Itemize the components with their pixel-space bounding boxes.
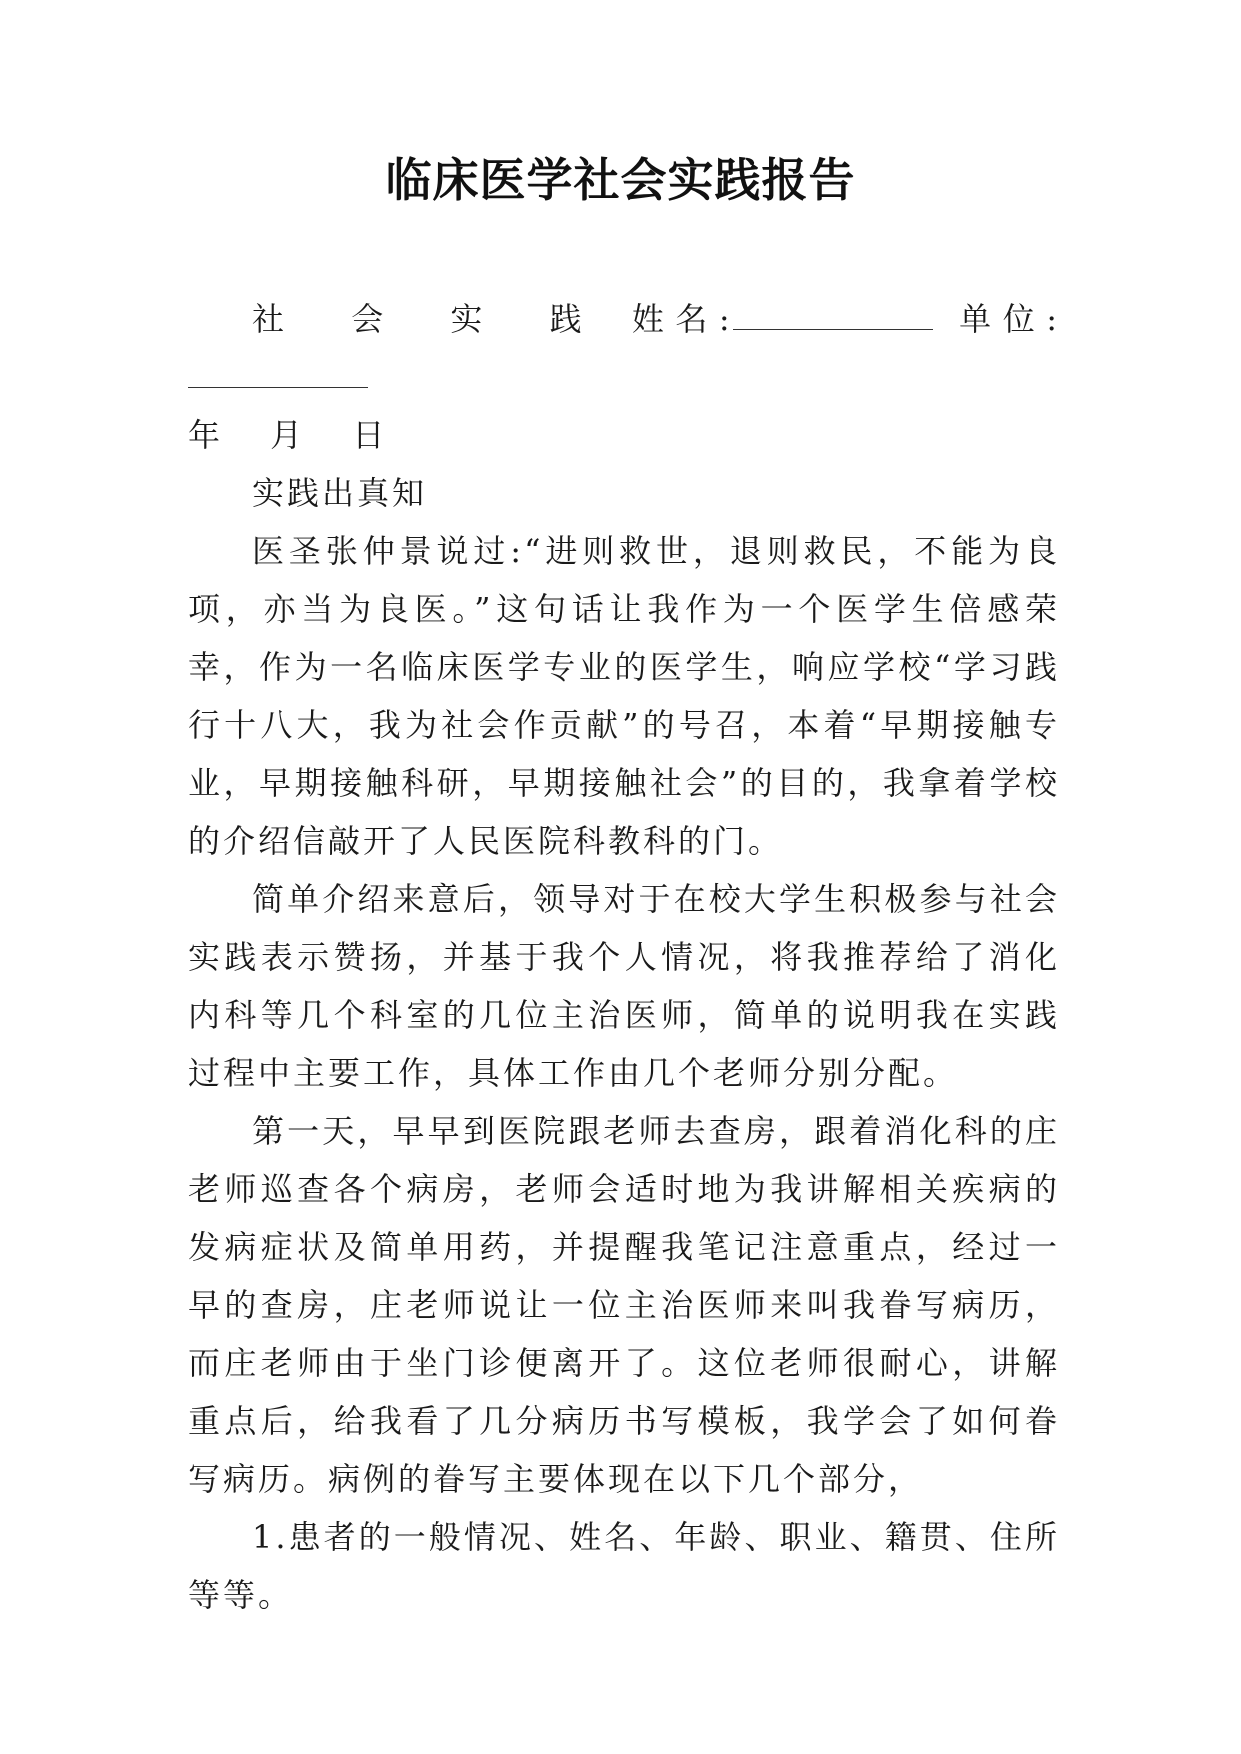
paragraph-introduction: 简单介绍来意后，领导对于在校大学生积极参与社会实践表示赞扬，并基于我个人情况，将我推荐给了消化内科等几个科室的几位主治医师，简单的说明我在实践过程中主要工作，具体工作由几个老师分别分配。 — [188, 880, 1060, 1092]
name-label: 姓名: — [631, 300, 733, 338]
document-body — [188, 290, 1060, 1624]
header-fields-row — [188, 290, 1060, 406]
paragraph-quote: 医圣张仲景说过:“进则救世，退则救民，不能为良项，亦当为良医。”这句话让我作为一个医学生倍感荣幸，作为一名临床医学专业的医学生，响应学校“学习践行十八大，我为社会作贡献”的号召，本着“早期接触专业，早期接触科研，早期接触社会”的目的，我拿着学校的介绍信敲开了人民医院科教科的门。 — [188, 532, 1060, 860]
name-blank-field — [733, 293, 933, 330]
unit-blank-field — [188, 351, 368, 388]
date-line: 年 月 日 — [188, 416, 405, 454]
paragraph-first-day: 第一天，早早到医院跟老师去查房，跟着消化科的庄老师巡查各个病房，老师会适时地为我讲解相关疾病的发病症状及简单用药，并提醒我笔记注意重点，经过一早的查房，庄老师说让一位主治医师来叫我眷写病历，而庄老师由于坐门诊便离开了。这位老师很耐心，讲解重点后，给我看了几分病历书写模板，我学会了如何眷写病历。病例的眷写主要体现在以下几个部分， — [188, 1112, 1060, 1498]
section-subtitle: 实践出真知 — [252, 474, 428, 512]
unit-label: 单位: — [950, 300, 1060, 338]
social-practice-label: 社 会 实 践 — [252, 300, 611, 338]
list-item-1: 1.患者的一般情况、姓名、年龄、职业、籍贯、住所等等。 — [188, 1518, 1060, 1614]
document-title: 临床医学社会实践报告 — [385, 153, 856, 207]
